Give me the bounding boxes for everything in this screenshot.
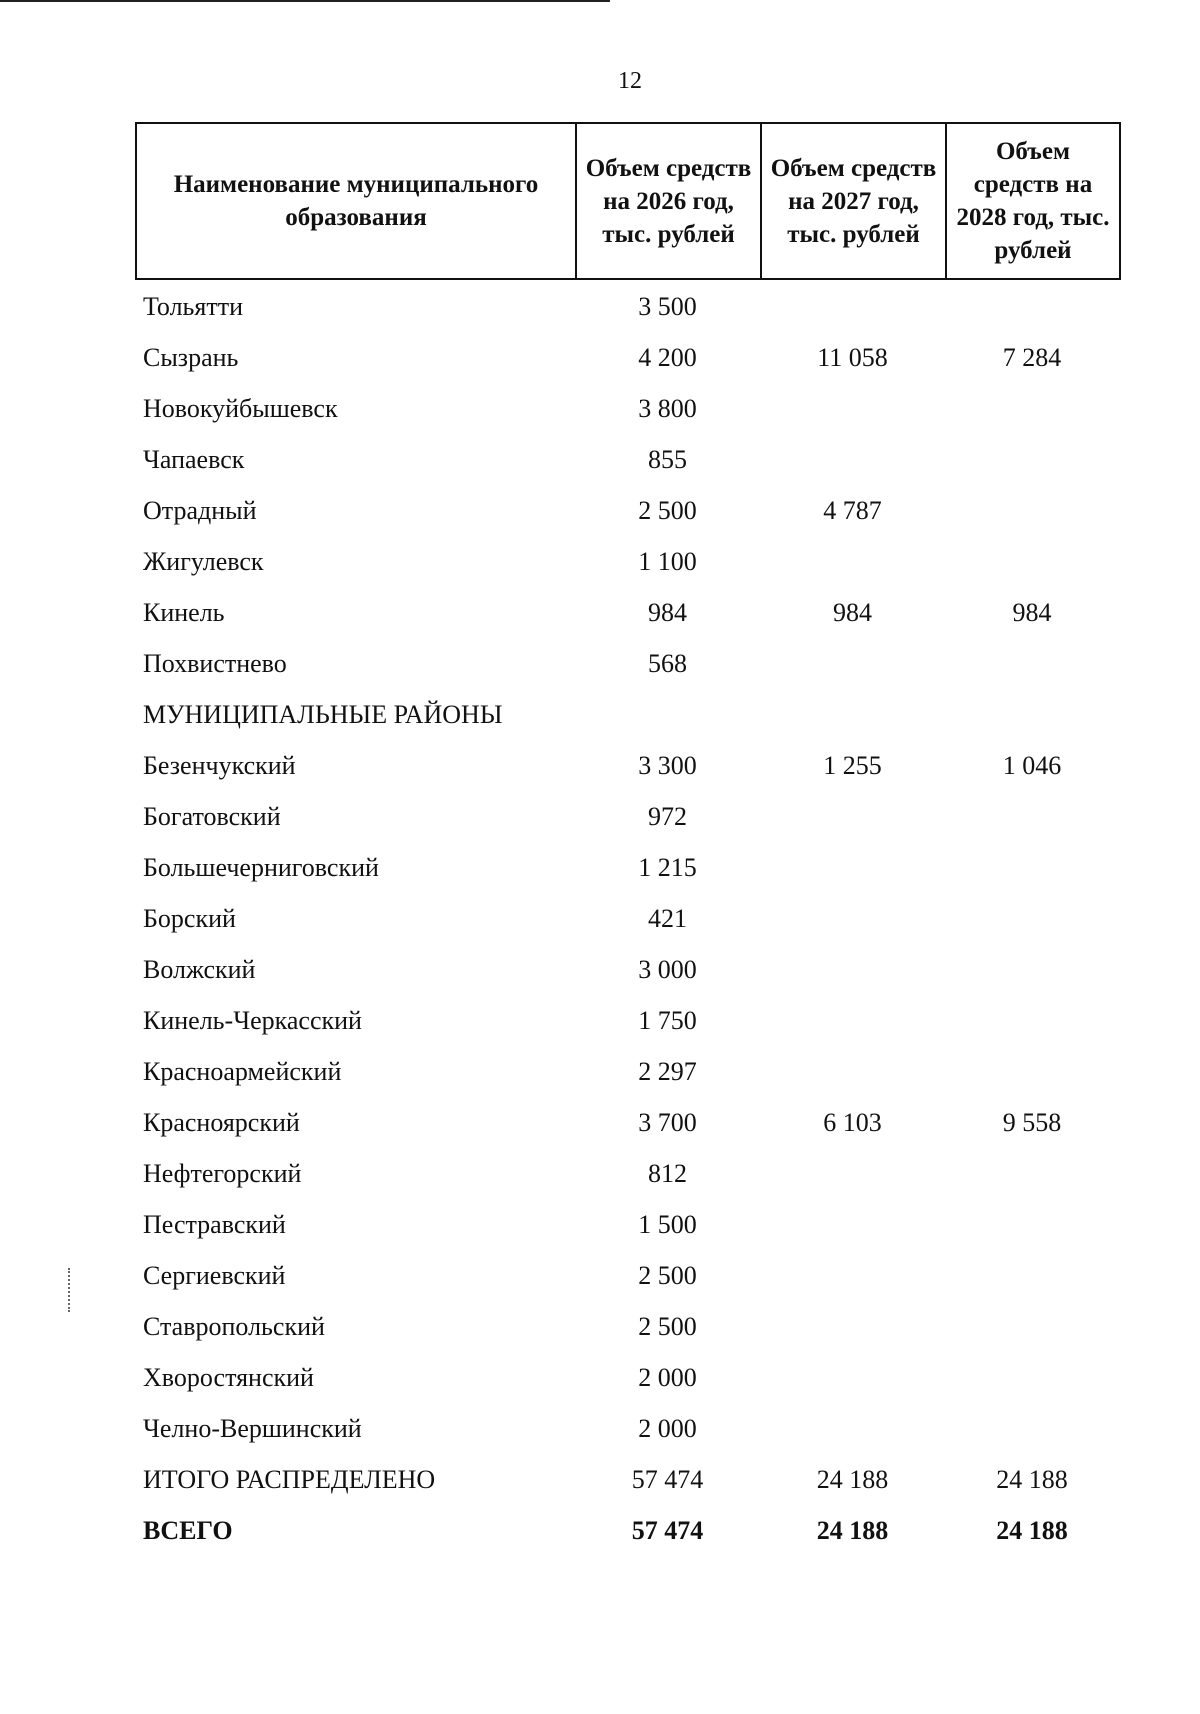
row-name: Богатовский: [143, 801, 281, 831]
value-2026: 2 500: [638, 1311, 697, 1341]
value-2028: [945, 944, 1119, 995]
table-row: [135, 281, 1119, 332]
table-row: [135, 842, 1119, 893]
header-2026: Объем средств на 2026 год, тыс. рублей: [576, 123, 761, 279]
row-name: Новокуйбышевск: [143, 393, 338, 423]
table-row: [135, 995, 1119, 1046]
table-row: [135, 434, 1119, 485]
header-2028: Объем средств на 2028 год, тыс. рублей: [946, 123, 1120, 279]
value-2028: [945, 485, 1119, 536]
value-2026: 3 000: [638, 954, 697, 984]
value-2027: 24 188: [816, 1464, 889, 1494]
header-2027: Объем средств на 2027 год, тыс. рублей: [761, 123, 946, 279]
value-2027: 984: [833, 597, 872, 627]
row-name: Жигулевск: [143, 546, 264, 576]
value-2026: 2 500: [638, 1260, 697, 1290]
value-2028: [945, 1250, 1119, 1301]
value-2028: [945, 434, 1119, 485]
value-2027: [760, 689, 945, 740]
value-2028: [945, 893, 1119, 944]
value-2028: [945, 1148, 1119, 1199]
value-2027: [760, 536, 945, 587]
value-2028: [945, 1199, 1119, 1250]
value-2027: [760, 1046, 945, 1097]
table-row: [135, 1403, 1119, 1454]
value-2026: 57 474: [631, 1515, 704, 1545]
table-row: [135, 791, 1119, 842]
value-2027: [760, 1403, 945, 1454]
table-row: [135, 1250, 1119, 1301]
value-2026: 568: [648, 648, 687, 678]
row-name: Чапаевск: [143, 444, 245, 474]
value-2026: 2 000: [638, 1413, 697, 1443]
value-2027: [760, 842, 945, 893]
row-name: Хворостянский: [143, 1362, 314, 1392]
scan-top-rule: [0, 0, 610, 2]
table-row: [135, 740, 1119, 791]
table-row: [135, 1199, 1119, 1250]
value-2026: 984: [648, 597, 687, 627]
value-2028: [945, 1352, 1119, 1403]
row-name: Большечерниговский: [143, 852, 379, 882]
value-2026: 812: [648, 1158, 687, 1188]
table-row: [135, 332, 1119, 383]
table-row: [135, 638, 1119, 689]
table-row: [135, 383, 1119, 434]
row-name: Пестравский: [143, 1209, 286, 1239]
row-name: ВСЕГО: [143, 1515, 233, 1545]
table-row: [135, 893, 1119, 944]
table-row: [135, 689, 1119, 740]
value-2027: 1 255: [823, 750, 882, 780]
value-2026: 2 500: [638, 495, 697, 525]
value-2028: 9 558: [1002, 1107, 1062, 1137]
table-row: [135, 1454, 1119, 1505]
value-2026: 972: [648, 801, 687, 831]
value-2028: [945, 383, 1119, 434]
scan-margin-marks: [68, 1268, 72, 1312]
table-row: [135, 1301, 1119, 1352]
value-2026: 2 000: [638, 1362, 697, 1392]
value-2026: 1 750: [638, 1005, 697, 1035]
value-2027: [760, 383, 945, 434]
value-2026: 855: [648, 444, 687, 474]
value-2028: [945, 842, 1119, 893]
value-2026: 3 500: [638, 291, 697, 321]
value-2028: [945, 536, 1119, 587]
value-2027: 24 188: [816, 1515, 889, 1545]
value-2028: 24 188: [996, 1464, 1068, 1494]
row-name: Нефтегорский: [143, 1158, 302, 1188]
value-2027: [760, 1301, 945, 1352]
row-name: Безенчукский: [143, 750, 296, 780]
table-row: [135, 944, 1119, 995]
row-name: Ставропольский: [143, 1311, 325, 1341]
value-2028: 24 188: [996, 1515, 1068, 1545]
row-name: Красноярский: [143, 1107, 300, 1137]
value-2027: 4 787: [823, 495, 882, 525]
row-name: Сергиевский: [143, 1260, 286, 1290]
value-2026: 1 100: [638, 546, 697, 576]
table-row: [135, 536, 1119, 587]
table-row: [135, 1097, 1119, 1148]
value-2027: 6 103: [823, 1107, 882, 1137]
value-2026: 421: [648, 903, 687, 933]
value-2027: [760, 893, 945, 944]
table-row: [135, 587, 1119, 638]
page-number: 12: [618, 68, 642, 94]
table-body: [135, 281, 1119, 1556]
value-2026: 3 800: [638, 393, 697, 423]
table-header: [135, 122, 1121, 280]
row-name: Борский: [143, 903, 236, 933]
value-2027: [760, 1199, 945, 1250]
table-row: [135, 1505, 1119, 1556]
value-2026: 1 500: [638, 1209, 697, 1239]
value-2028: [945, 1301, 1119, 1352]
table-row: [135, 1046, 1119, 1097]
value-2026: 57 474: [631, 1464, 704, 1494]
value-2028: [945, 281, 1119, 332]
value-2026: 2 297: [638, 1056, 697, 1086]
value-2027: [760, 791, 945, 842]
row-name: Волжский: [143, 954, 256, 984]
value-2027: [760, 638, 945, 689]
value-2028: [945, 995, 1119, 1046]
row-name: Сызрань: [143, 342, 239, 372]
header-municipality: Наименование муниципального образования: [136, 123, 576, 279]
value-2027: [760, 995, 945, 1046]
value-2027: [760, 1148, 945, 1199]
row-name: Красноармейский: [143, 1056, 342, 1086]
value-2028: [945, 1046, 1119, 1097]
table-row: [135, 1148, 1119, 1199]
value-2028: 1 046: [1002, 750, 1062, 780]
row-name: ИТОГО РАСПРЕДЕЛЕНО: [143, 1464, 436, 1494]
value-2028: [945, 791, 1119, 842]
value-2026: 3 300: [638, 750, 697, 780]
table-row: [135, 1352, 1119, 1403]
row-name: Тольятти: [143, 291, 244, 321]
row-name: МУНИЦИПАЛЬНЫЕ РАЙОНЫ: [143, 699, 503, 729]
value-2028: [945, 638, 1119, 689]
row-name: Отрадный: [143, 495, 257, 525]
value-2028: [945, 1403, 1119, 1454]
value-2026: 1 215: [638, 852, 697, 882]
value-2027: [760, 434, 945, 485]
value-2028: [945, 689, 1119, 740]
value-2028: 7 284: [1002, 342, 1062, 372]
value-2027: [760, 1352, 945, 1403]
value-2026: 3 700: [638, 1107, 697, 1137]
value-2026: 4 200: [638, 342, 697, 372]
value-2027: 11 058: [817, 342, 888, 372]
row-name: Кинель-Черкасский: [143, 1005, 362, 1035]
funding-table: [135, 281, 1119, 1556]
row-name: Челно-Вершинский: [143, 1413, 362, 1443]
table-row: [135, 485, 1119, 536]
value-2026: [575, 689, 760, 740]
value-2028: 984: [1012, 597, 1052, 627]
value-2027: [760, 281, 945, 332]
value-2027: [760, 944, 945, 995]
value-2027: [760, 1250, 945, 1301]
row-name: Похвистнево: [143, 648, 287, 678]
row-name: Кинель: [143, 597, 225, 627]
